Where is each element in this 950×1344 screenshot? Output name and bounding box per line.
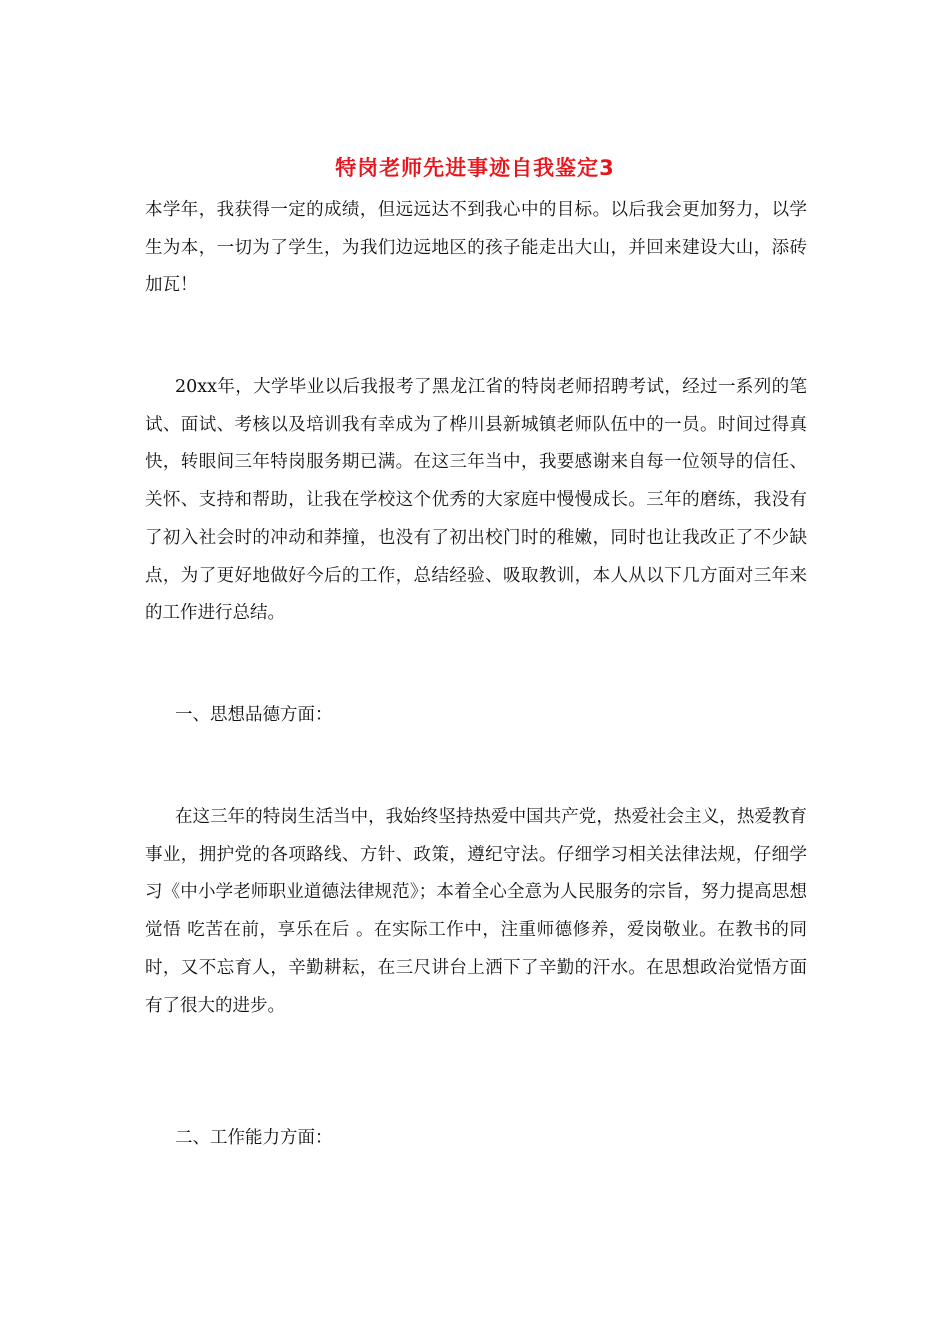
section-body-morality: 在这三年的特岗生活当中，我始终坚持热爱中国共产党，热爱社会主义，热爱教育事业，拥护党的各项路线、方针、政策，遵纪守法。仔细学习相关法律法规，仔细学习《中小学老师职业道德法律规范》；本着全心全意为人民服务的宗旨，努力提高思想觉悟 吃苦在前，享乐在后 。在实际工作中，注重师德修养，爱岗敬业。在教书的同时，又不忘育人，辛勤耕耘，在三尺讲台上洒下了辛勤的汗水。在思想政治觉悟方面有了很大的进步。 <box>145 807 807 1016</box>
document-title: 特岗老师先进事迹自我鉴定3 <box>335 156 615 180</box>
section-heading-morality: 一、思想品德方面： <box>175 705 333 725</box>
section-heading-ability: 二、工作能力方面： <box>175 1128 333 1148</box>
background-paragraph: 20xx年，大学毕业以后我报考了黑龙江省的特岗老师招聘考试，经过一系列的笔试、面试、考核以及培训我有幸成为了桦川县新城镇老师队伍中的一员。时间过得真快，转眼间三年特岗服务期已满。在这三年当中，我要感谢来自每一位领导的信任、关怀、支持和帮助，让我在学校这个优秀的大家庭中慢慢成长。三年的磨练，我没有了初入社会时的冲动和莽撞，也没有了初出校门时的稚嫩，同时也让我改正了不少缺点，为了更好地做好今后的工作，总结经验、吸取教训，本人从以下几方面对三年来的工作进行总结。 <box>145 377 807 624</box>
intro-paragraph: 本学年，我获得一定的成绩，但远远达不到我心中的目标。以后我会更加努力，以学生为本，一切为了学生，为我们边远地区的孩子能走出大山，并回来建设大山，添砖加瓦！ <box>145 200 807 296</box>
